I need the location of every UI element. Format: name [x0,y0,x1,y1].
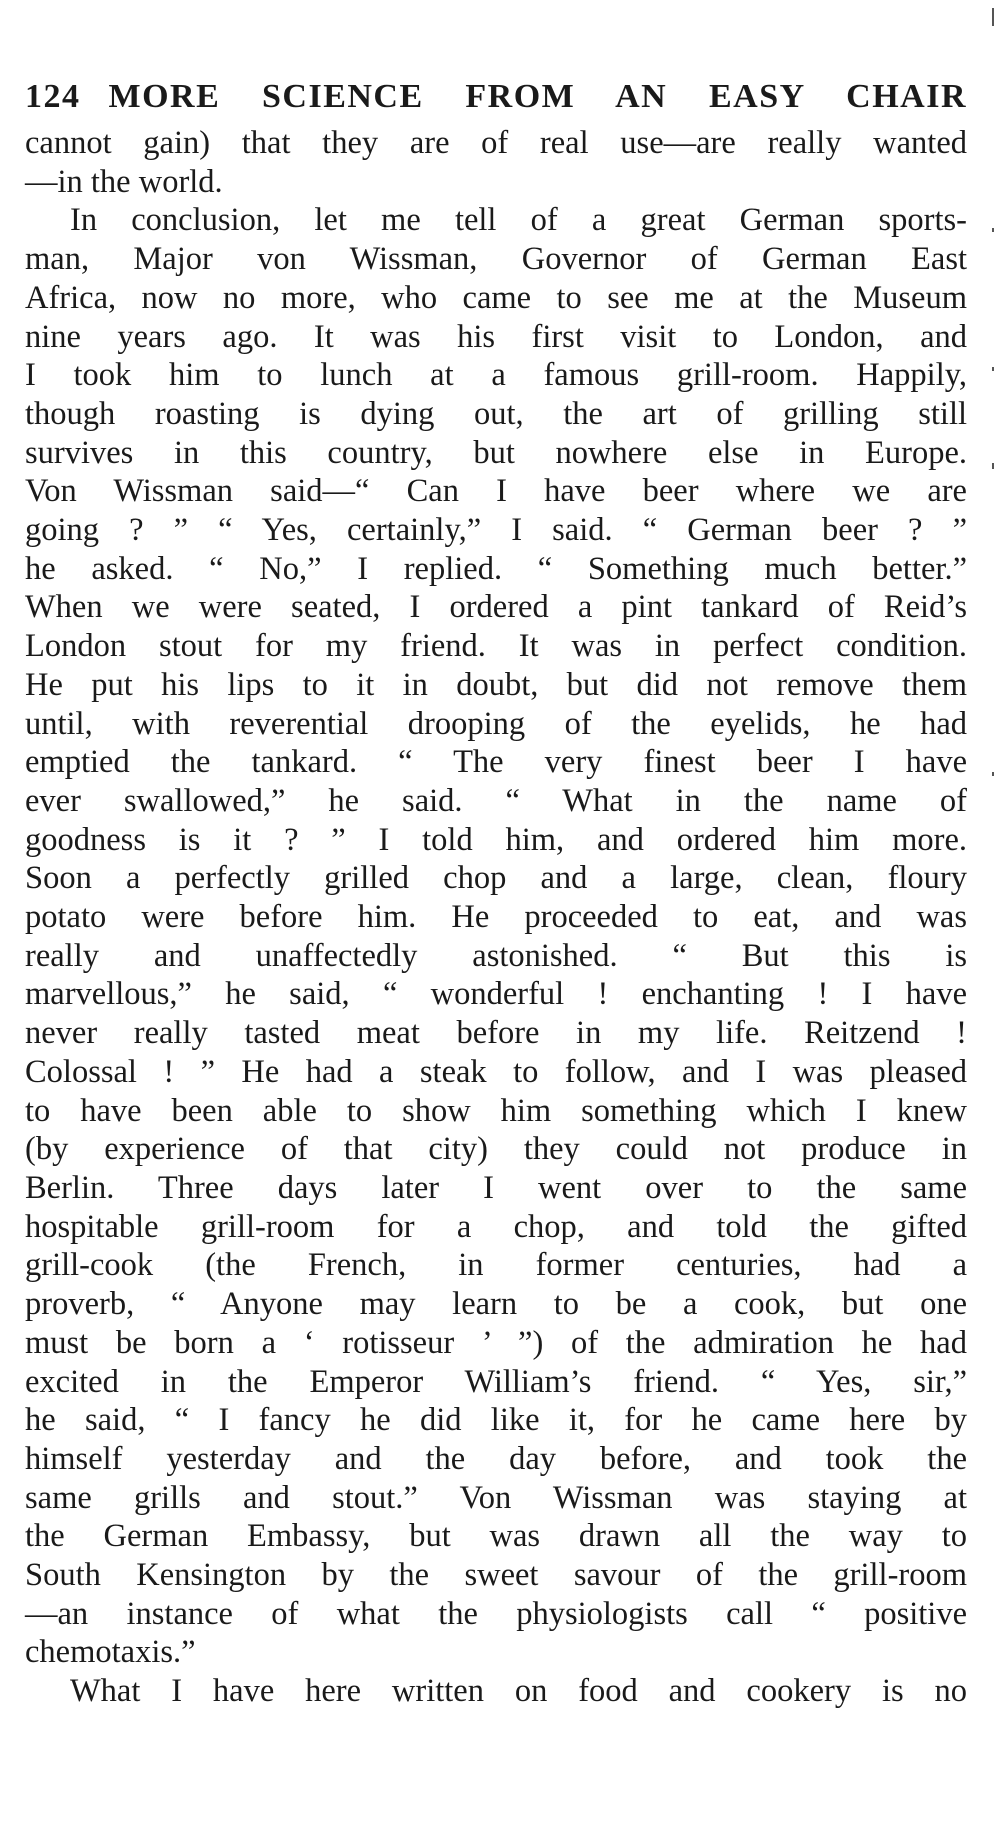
text-line: cannot gain) that they are of real use—are really wanted [25,125,967,161]
text-line: London stout for my friend. It was in perfect condition. [25,628,967,665]
margin-mark [992,228,994,232]
text-line: marvellous,” he said, “ wonderful ! enchanting ! I have [25,976,967,1013]
margin-mark [992,463,994,469]
text-line: to have been able to show him something which I knew [25,1092,967,1129]
text-line: never really tasted meat before in my life. Reitzend ! [25,1015,967,1052]
text-line: (by experience of that city) they could not produce in [25,1131,967,1168]
text-line: ever swallowed,” he said. “ What in the name of [25,782,967,819]
text-line: He put his lips to it in doubt, but did not remove them [25,666,967,703]
text-line: excited in the Emperor William’s friend. “ Yes, sir,” [25,1363,967,1400]
margin-mark [992,8,994,26]
text-line: goodness is it ? ” I told him, and ordered him more. [25,821,967,858]
text-line: Colossal ! ” He had a steak to follow, and I was pleased [25,1053,967,1090]
text-line: potato were before him. He proceeded to eat, and was [25,899,967,936]
text-line: really and unaffectedly astonished. “ But this is [25,937,967,974]
text-line: What I have here written on food and cookery is no [70,1673,967,1710]
text-line: Africa, now no more, who came to see me at the Museum [25,279,967,316]
text-line: the German Embassy, but was drawn all the way to [25,1518,967,1555]
text-line: chemotaxis.” [25,1634,196,1671]
text-line: proverb, “ Anyone may learn to be a cook, but one [25,1286,967,1323]
running-title: MORE SCIENCE FROM AN EASY CHAIR [108,78,967,115]
text-line: In conclusion, let me tell of a great German sports- [70,202,967,239]
text-line: himself yesterday and the day before, and took the [25,1440,967,1477]
page-number: 124 [25,78,81,115]
text-line: same grills and stout.” Von Wissman was staying at [25,1479,967,1516]
margin-mark [992,772,994,776]
text-line: —in the world. [25,163,223,200]
text-line: Soon a perfectly grilled chop and a large, clean, floury [25,860,967,897]
text-line: —an instance of what the physiologists call “ positive [25,1595,967,1632]
text-line: must be born a ‘ rotisseur ’ ”) of the admiration he had [25,1324,967,1361]
text-line: until, with reverential drooping of the eyelids, he had [25,705,967,742]
body-text [25,124,967,1711]
text-line: When we were seated, I ordered a pint tankard of Reid’s [25,589,967,626]
text-line: nine years ago. It was his first visit to London, and [25,318,967,355]
text-line: though roasting is dying out, the art of grilling still [25,395,967,432]
text-line: man, Major von Wissman, Governor of German East [25,241,967,278]
text-line: he asked. “ No,” I replied. “ Something much better.” [25,550,967,587]
margin-mark [992,367,994,371]
text-line: hospitable grill-room for a chop, and told the gifted [25,1208,967,1245]
text-line: I took him to lunch at a famous grill-room. Happily, [25,357,967,394]
text-line: South Kensington by the sweet savour of the grill-room [25,1557,967,1594]
text-line: he said, “ I fancy he did like it, for he came here by [25,1402,967,1439]
text-line: survives in this country, but nowhere else in Europe. [25,434,967,471]
text-line: Von Wissman said—“ Can I have beer where we are [25,473,967,510]
paragraph [25,124,967,201]
book-page [25,70,967,1711]
paragraph [25,201,967,1672]
paragraph [25,1672,967,1711]
text-line: grill-cook (the French, in former centuries, had a [25,1247,967,1284]
running-head [25,70,967,124]
text-line: emptied the tankard. “ The very finest beer I have [25,744,967,781]
text-line: going ? ” “ Yes, certainly,” I said. “ German beer ? ” [25,512,967,549]
text-line: Berlin. Three days later I went over to the same [25,1169,967,1206]
